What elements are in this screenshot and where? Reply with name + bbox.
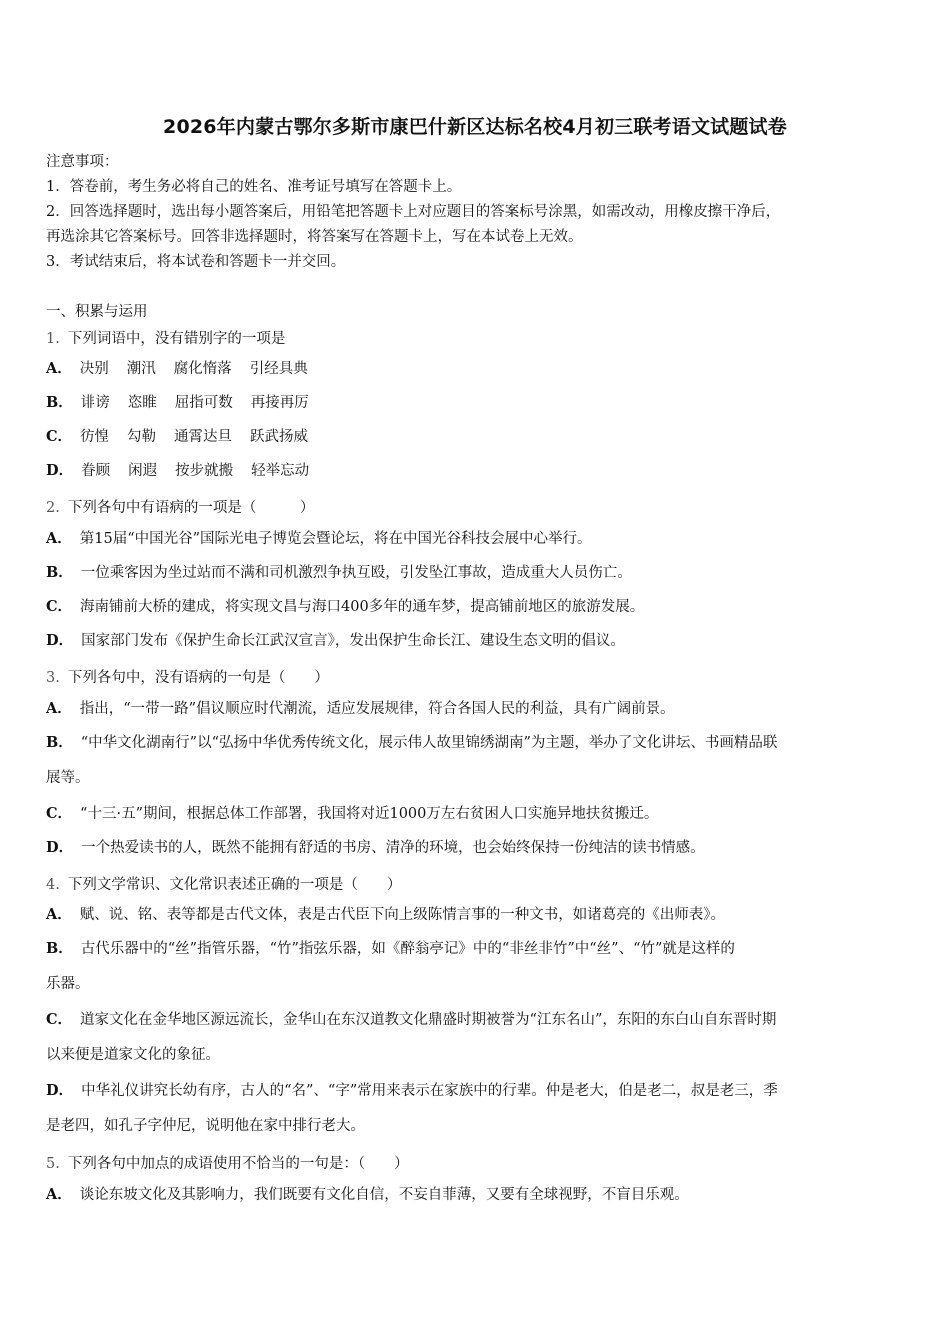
option-label: C． (46, 428, 73, 445)
question-5 (46, 1152, 908, 1173)
option-word: 彷惶 (80, 429, 110, 445)
option-label: D． (46, 1082, 74, 1099)
option-1c[interactable] (46, 419, 908, 455)
question-3 (46, 666, 908, 687)
option-label: D． (46, 632, 74, 649)
option-word: 诽谤 (80, 395, 110, 411)
notice-block (46, 150, 908, 275)
question-1 (46, 327, 908, 348)
option-word: 闲遐 (128, 463, 158, 479)
option-word: 潮汛 (126, 361, 156, 377)
option-text: 一位乘客因为坐过站而不满和司机激烈争执互殴，引发坠江事故，造成重大人员伤亡。 (80, 565, 632, 581)
option-word: 引经具典 (249, 361, 308, 377)
section-heading: 一、积累与运用 (46, 304, 148, 320)
option-text-cont: 以来便是道家文化的象征。 (46, 1047, 220, 1063)
option-text: 中华礼仪讲究长幼有序，古人的“名”、“字”常用来表示在家族中的行辈。仲是老大，伯是老二，叔是老三，季 (81, 1083, 778, 1099)
option-label: C． (46, 598, 73, 615)
option-2b[interactable] (46, 555, 908, 591)
option-label: C． (46, 805, 73, 822)
option-word: 跃武扬威 (250, 429, 309, 445)
option-text: 海南铺前大桥的建成，将实现文昌与海口400多年的通车梦，提高铺前地区的旅游发展。 (80, 599, 645, 615)
option-3d[interactable] (46, 830, 908, 866)
option-3a[interactable] (46, 691, 908, 727)
option-4b[interactable] (46, 931, 908, 1002)
question-stem: 下列各句中有语病的一项是（ ） (67, 500, 315, 516)
option-text: 一个热爱读书的人，既然不能拥有舒适的书房、清净的环境，也会始终保持一份纯洁的读书情感。 (81, 840, 705, 856)
option-1d[interactable] (46, 453, 908, 489)
option-label: B． (46, 940, 73, 957)
option-4d[interactable] (46, 1073, 908, 1144)
option-text: 谈论东坡文化及其影响力，我们既要有文化自信，不妄自菲薄，又要有全球视野，不盲目乐观。 (79, 1187, 689, 1203)
question-stem: 下列词语中，没有错别字的一项是 (67, 331, 286, 347)
option-label: B． (46, 734, 73, 751)
option-word: 勾勒 (127, 429, 157, 445)
option-text-cont: 展等。 (46, 770, 90, 786)
option-label: D． (46, 462, 74, 479)
question-number: 4. (46, 877, 60, 893)
option-word: 通霄达旦 (174, 429, 233, 445)
option-1a[interactable] (46, 351, 908, 387)
question-stem: 下列文学常识、文化常识表述正确的一项是（ ） (67, 877, 402, 893)
question-number: 1. (46, 331, 60, 347)
option-4a[interactable] (46, 897, 908, 933)
option-text: 道家文化在金华地区源远流长，金华山在东汉道教文化鼎盛时期被誉为“江东名山”，东阳的东白山自东晋时期 (80, 1012, 777, 1028)
option-word: 决别 (79, 361, 109, 377)
option-label: A． (46, 700, 72, 717)
notice-item: 2．回答选择题时，选出每小题答案后，用铅笔把答题卡上对应题目的答案标号涂黑，如需改动，用橡皮擦干净后， (46, 204, 781, 220)
question-stem: 下列各句中加点的成语使用不恰当的一句是：（ ） (67, 1156, 409, 1172)
option-text: “十三·五”期间，根据总体工作部署，我国将对近1000万左右贫困人口实施异地扶贫搬迁。 (80, 806, 659, 822)
option-text-cont: 是老四，如孔子字仲尼，说明他在家中排行老大。 (46, 1118, 365, 1134)
option-3b[interactable] (46, 725, 908, 796)
notice-item: 3．考试结束后，将本试卷和答题卡一并交回。 (46, 254, 346, 270)
page-title: 2026年内蒙古鄂尔多斯市康巴什新区达标名校4月初三联考语文试题试卷 (163, 116, 787, 138)
option-label: A． (46, 360, 72, 377)
option-text-cont: 乐器。 (46, 976, 90, 992)
option-text: “中华文化湖南行”以“弘扬中华优秀传统文化，展示伟人故里锦绣湖南”为主题，举办了文化讲坛、书画精品联 (80, 735, 778, 751)
option-5a[interactable] (46, 1177, 908, 1213)
question-number: 3. (46, 670, 60, 686)
option-label: C． (46, 1011, 73, 1028)
option-word: 轻举忘动 (251, 463, 310, 479)
option-text: 国家部门发布《保护生命长江武汉宣言》，发出保护生命长江、建设生态文明的倡议。 (81, 633, 625, 649)
option-3c[interactable] (46, 796, 908, 832)
question-number: 2. (46, 500, 60, 516)
option-word: 再接再厉 (250, 395, 309, 411)
notice-item: 1．答卷前，考生务必将自己的姓名、准考证号填写在答题卡上。 (46, 179, 462, 195)
option-2c[interactable] (46, 589, 908, 625)
option-text: 赋、说、铭、表等都是古代文体，表是古代臣下向上级陈情言事的一种文书，如诸葛亮的《出师表》。 (79, 907, 726, 923)
option-text: 指出，“一带一路”倡议顺应时代潮流，适应发展规律，符合各国人民的利益，具有广阔前景。 (79, 701, 675, 717)
option-word: 恣睢 (127, 395, 157, 411)
question-stem: 下列各句中，没有语病的一句是（ ） (67, 670, 329, 686)
option-4c[interactable] (46, 1002, 908, 1073)
option-word: 眷顾 (81, 463, 111, 479)
question-number: 5. (46, 1156, 60, 1172)
option-label: A． (46, 1186, 72, 1203)
option-text: 古代乐器中的“丝”指管乐器，“竹”指弦乐器，如《醉翁亭记》中的“非丝非竹”中“丝”、“竹”就是这样的 (80, 941, 735, 957)
option-label: B． (46, 564, 73, 581)
option-word: 按步就搬 (175, 463, 234, 479)
option-label: D． (46, 839, 74, 856)
question-4 (46, 873, 908, 894)
option-2d[interactable] (46, 623, 908, 659)
option-word: 腐化惰落 (173, 361, 232, 377)
option-word: 屈指可数 (174, 395, 233, 411)
option-2a[interactable] (46, 521, 908, 557)
option-text: 第15届“中国光谷”国际光电子博览会暨论坛，将在中国光谷科技会展中心举行。 (79, 531, 592, 547)
option-label: A． (46, 906, 72, 923)
notice-header: 注意事项： (46, 154, 119, 170)
question-2 (46, 496, 908, 517)
option-label: B． (46, 394, 73, 411)
option-1b[interactable] (46, 385, 908, 421)
notice-item: 再选涂其它答案标号。回答非选择题时，将答案写在答题卡上，写在本试卷上无效。 (46, 229, 583, 245)
option-label: A． (46, 530, 72, 547)
